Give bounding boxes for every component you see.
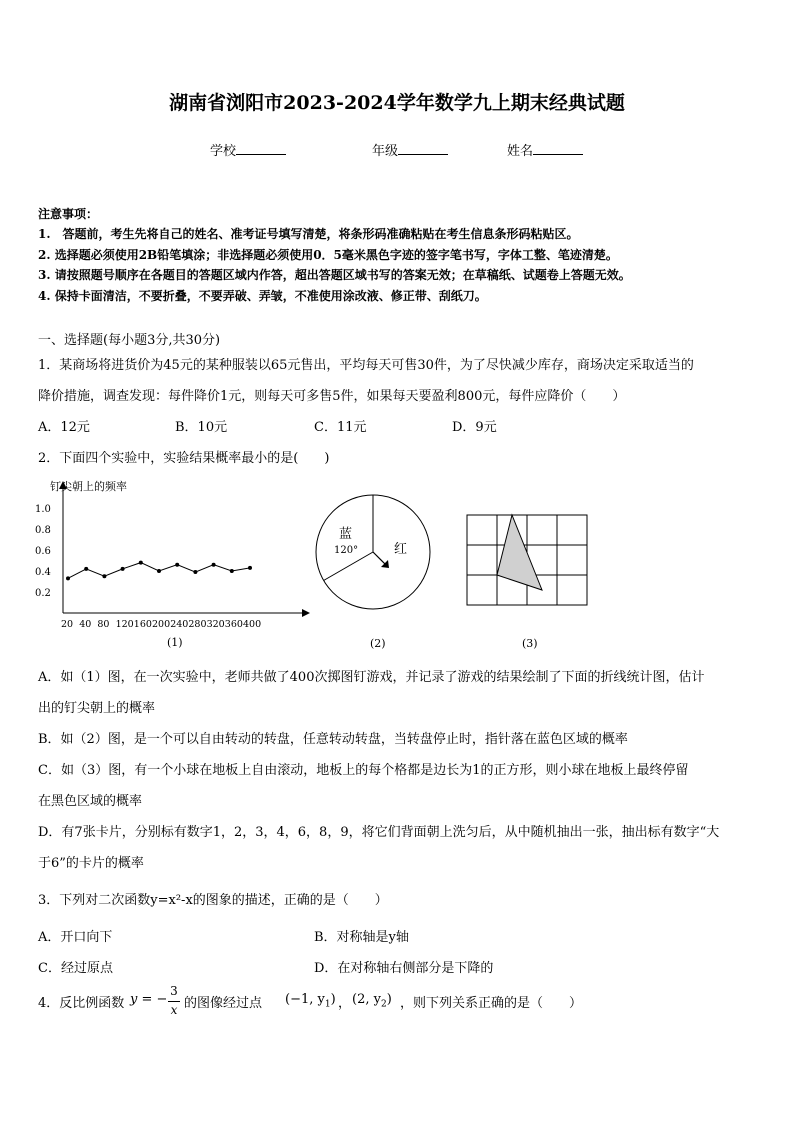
chart-ylabel: 钉尖朝上的频率 — [50, 480, 127, 493]
name-label: 姓名 — [507, 144, 534, 159]
spinner-figure — [315, 490, 440, 655]
q3-stem: 3．下列对二次函数y=x²-x的图象的描述，正确的是（ ） — [38, 893, 388, 908]
fig1-caption: (1) — [167, 636, 183, 649]
q3-option-c: C．经过原点 — [38, 961, 113, 976]
grade-label: 年级 — [372, 144, 399, 159]
q1-option-c: C．11元 — [314, 420, 367, 435]
q3-option-b: B．对称轴是y轴 — [314, 930, 409, 945]
chart-x-tick-label: 240 — [170, 619, 189, 630]
chart-y-tick-label: 1.0 — [35, 504, 51, 515]
chart-x-tick-label: 40 — [79, 619, 92, 630]
shaded-triangle — [497, 515, 542, 590]
q4-mid: 的图像经过点 — [184, 996, 263, 1011]
notice-heading: 注意事项： — [38, 207, 99, 221]
chart-y-tick-label: 0.2 — [35, 588, 51, 599]
q4-separator: ， — [338, 996, 352, 1011]
notice-item: 4. 保持卡面清洁，不要折叠，不要弄破、弄皱，不准使用涂改液、修正带、刮纸刀。 — [38, 289, 487, 303]
notice-item: 2. 选择题必须使用2B铅笔填涂；非选择题必须使用0．5毫米黑色字迹的签字笔书写，字体工整、笔迹清楚。 — [38, 248, 618, 262]
q1-stem-line1: 1．某商场将进货价为45元的某种服装以65元售出，平均每天可售30件，为了尽快减少库存，商场决定采取适当的 — [38, 358, 694, 373]
page-title: 湖南省浏阳市2023-2024学年数学九上期末经典试题 — [169, 92, 625, 114]
chart-data-point — [84, 567, 88, 571]
chart-x-tick-label: 280 — [188, 619, 207, 630]
name-blank[interactable] — [533, 142, 583, 155]
q4-suffix: ，则下列关系正确的是（ ） — [400, 996, 583, 1011]
chart-data-point — [102, 574, 106, 578]
notice-item: 1. 答题前，考生先将自己的姓名、准考证号填写清楚，将条形码准确粘贴在考生信息条形码粘贴区。 — [38, 227, 579, 241]
region-blue-label: 蓝 — [339, 527, 353, 542]
q4-point2-end: ) — [386, 992, 392, 1007]
q1-stem-line2: 降价措施，调查发现：每件降价1元，则每天可多售5件，如果每天要盈利800元，每件应降价（ ） — [38, 389, 626, 404]
chart-x-tick-label: 400 — [243, 619, 262, 630]
chart-data-point — [139, 561, 143, 565]
q4-point1-text: (−1, y — [285, 992, 325, 1007]
q4-fraction-bar — [168, 1001, 180, 1002]
notice-item: 3. 请按照题号顺序在各题目的答题区域内作答，超出答题区域书写的答案无效；在草稿纸、试题卷上答题无效。 — [38, 268, 631, 282]
angle-label: 120° — [334, 545, 359, 556]
chart-x-tick-label: 80 — [97, 619, 110, 630]
chart-data-point — [175, 563, 179, 567]
name-field[interactable] — [507, 140, 583, 159]
grade-field[interactable] — [372, 140, 448, 159]
q3-option-a: A．开口向下 — [38, 930, 113, 945]
chart-y-tick-label: 0.6 — [35, 546, 51, 557]
chart-data-point — [121, 567, 125, 571]
q1-option-d: D．9元 — [452, 420, 497, 435]
q2-option-c-line1: C．如（3）图，有一个小球在地板上自由滚动，地板上的每个格都是边长为1的正方形，则小球在地板上最终停留 — [38, 763, 689, 778]
q2-option-b: B．如（2）图，是一个可以自由转动的转盘，任意转动转盘，当转盘停止时，指针落在蓝色区域的概率 — [38, 732, 628, 747]
grade-blank[interactable] — [398, 142, 448, 155]
chart-data-point — [248, 566, 252, 570]
chart-x-tick-label: 20 — [61, 619, 74, 630]
q1-option-a: A．12元 — [38, 420, 90, 435]
q4-fraction-denominator: x — [170, 1003, 178, 1017]
chart-data-point — [193, 570, 197, 574]
chart-data-point — [157, 569, 161, 573]
q2-option-c-line2: 在黑色区域的概率 — [38, 794, 143, 809]
q2-option-d-line2: 于6”的卡片的概率 — [38, 856, 144, 871]
spinner-divider — [324, 552, 373, 581]
chart-data-point — [230, 569, 234, 573]
chart-x-tick-label: 360 — [224, 619, 243, 630]
q2-option-a-line1: A．如（1）图，在一次实验中，老师共做了400次掷图钉游戏，并记录了游戏的结果绘制了下面的折线统计图，估计 — [38, 670, 705, 685]
q2-stem: 2．下面四个实验中，实验结果概率最小的是( ) — [38, 451, 330, 466]
q3-option-d: D．在对称轴右侧部分是下降的 — [314, 961, 494, 976]
q1-option-b: B．10元 — [175, 420, 228, 435]
section-heading: 一、选择题(每小题3分,共30分) — [38, 333, 221, 348]
q4-point1-sub: 1 — [324, 999, 331, 1010]
q4-point2-sub: 2 — [380, 999, 387, 1010]
chart-x-tick-label: 120 — [115, 619, 134, 630]
q4-point1 — [285, 992, 336, 1010]
region-red-label: 红 — [394, 542, 408, 557]
grid-floor-figure — [462, 510, 592, 655]
q2-option-d-line1: D．有7张卡片，分别标有数字1，2，3，4，6，8，9，将它们背面朝上洗匀后，从中随机抽出一张，抽出标有数字“大 — [38, 825, 720, 840]
chart-data-point — [212, 563, 216, 567]
q4-point1-end: ) — [330, 992, 336, 1007]
chart-x-tick-label: 320 — [206, 619, 225, 630]
q4-function-lhs: y = − — [130, 992, 168, 1007]
chart-data-point — [66, 576, 70, 580]
q4-point2-text: (2, y — [352, 992, 381, 1007]
q2-option-a-line2: 出的钉尖朝上的概率 — [38, 701, 156, 716]
chart-y-tick-label: 0.8 — [35, 525, 51, 536]
school-blank[interactable] — [236, 142, 286, 155]
chart-x-tick-label: 200 — [152, 619, 171, 630]
q4-prefix: 4．反比例函数 — [38, 996, 125, 1011]
chart-x-tick-label: 160 — [133, 619, 152, 630]
school-field[interactable] — [210, 140, 286, 159]
fig2-caption: (2) — [370, 637, 386, 650]
school-label: 学校 — [210, 144, 237, 159]
q4-fraction-numerator: 3 — [170, 984, 178, 998]
q4-point2 — [352, 992, 392, 1010]
chart-y-tick-label: 0.4 — [35, 567, 51, 578]
frequency-line-chart — [30, 475, 320, 655]
fig3-caption: (3) — [522, 637, 538, 650]
